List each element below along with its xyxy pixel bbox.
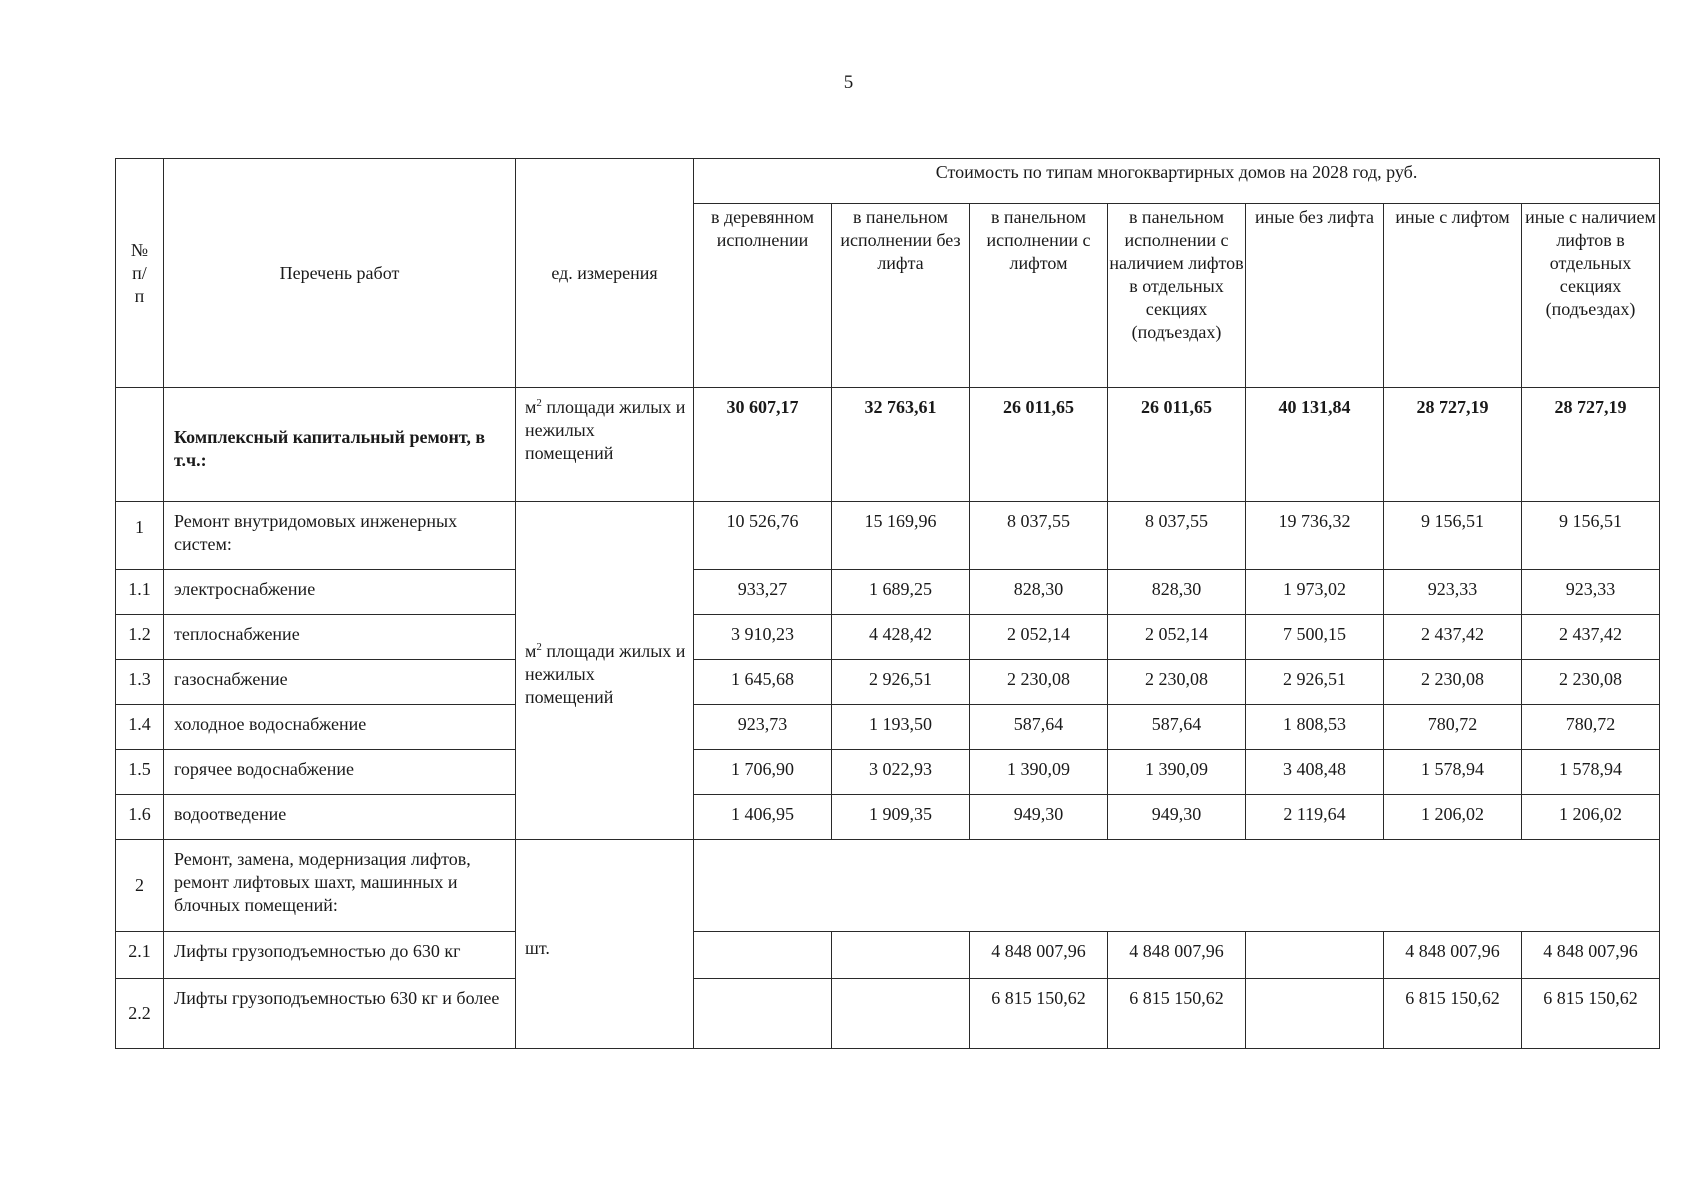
row-value xyxy=(1246,932,1384,979)
row-value: 1 206,02 xyxy=(1522,795,1660,840)
row-value: 2 119,64 xyxy=(1246,795,1384,840)
row-number: 2 xyxy=(116,840,164,932)
row-value: 3 408,48 xyxy=(1246,750,1384,795)
row-number: 1.6 xyxy=(116,795,164,840)
row-value: 1 406,95 xyxy=(694,795,832,840)
row-value: 1 808,53 xyxy=(1246,705,1384,750)
header-unit: ед. измерения xyxy=(516,159,694,388)
area-unit-cell: $м^2$ площади жилых и нежилых помещений xyxy=(516,502,694,840)
row-value xyxy=(1246,979,1384,1049)
row-value: 9 156,51 xyxy=(1384,502,1522,570)
table-row xyxy=(116,570,1660,615)
row-value: 828,30 xyxy=(970,570,1108,615)
total-value: 26 011,65 xyxy=(970,388,1108,502)
table-row xyxy=(116,795,1660,840)
row-value: 4 428,42 xyxy=(832,615,970,660)
row-value: 2 926,51 xyxy=(1246,660,1384,705)
page-number: 5 xyxy=(843,72,854,93)
header-no: № п/ п xyxy=(116,159,164,388)
row-name: холодное водоснабжение xyxy=(164,705,516,750)
total-value: 28 727,19 xyxy=(1384,388,1522,502)
table-row-total xyxy=(116,388,1660,502)
row-value: 923,33 xyxy=(1384,570,1522,615)
row-value: 2 052,14 xyxy=(1108,615,1246,660)
row-value: 3 910,23 xyxy=(694,615,832,660)
row-name: Ремонт, замена, модернизация лифтов, ремонт лифтовых шахт, машинных и блочных помещений: xyxy=(164,840,516,932)
row-name: Лифты грузоподъемностью до 630 кг xyxy=(164,932,516,979)
row-value: 2 437,42 xyxy=(1522,615,1660,660)
total-value: 28 727,19 xyxy=(1522,388,1660,502)
lifts-blank-cell xyxy=(694,840,1660,932)
row-number: 2.1 xyxy=(116,932,164,979)
row-value xyxy=(832,932,970,979)
header-type-panel-no-lift: в панельном исполнении без лифта xyxy=(832,204,970,388)
table-row xyxy=(116,615,1660,660)
table-row xyxy=(116,932,1660,979)
row-value: 4 848 007,96 xyxy=(1522,932,1660,979)
row-value: 2 230,08 xyxy=(1384,660,1522,705)
row-number: 1.2 xyxy=(116,615,164,660)
row-value xyxy=(694,932,832,979)
header-cost-group: Стоимость по типам многоквартирных домов на 2028 год, руб. xyxy=(694,159,1660,204)
row-value: 2 052,14 xyxy=(970,615,1108,660)
row-name: электроснабжение xyxy=(164,570,516,615)
row-value: 4 848 007,96 xyxy=(1384,932,1522,979)
header-type-panel-lift: в панельном исполнении с лифтом xyxy=(970,204,1108,388)
total-value: 32 763,61 xyxy=(832,388,970,502)
row-value: 828,30 xyxy=(1108,570,1246,615)
table-row xyxy=(116,979,1660,1049)
total-value: 26 011,65 xyxy=(1108,388,1246,502)
row-value: 9 156,51 xyxy=(1522,502,1660,570)
header-type-other-lift: иные с лифтом xyxy=(1384,204,1522,388)
row-number: 1 xyxy=(116,502,164,570)
row-value: 2 230,08 xyxy=(1522,660,1660,705)
row-value: 2 230,08 xyxy=(970,660,1108,705)
row-number: 1.1 xyxy=(116,570,164,615)
row-value: 587,64 xyxy=(1108,705,1246,750)
row-number: 1.4 xyxy=(116,705,164,750)
row-value xyxy=(694,979,832,1049)
table-row xyxy=(116,750,1660,795)
table-row xyxy=(116,840,1660,932)
row-value: 949,30 xyxy=(1108,795,1246,840)
header-works: Перечень работ xyxy=(164,159,516,388)
row-name: горячее водоснабжение xyxy=(164,750,516,795)
row-number: 2.2 xyxy=(116,979,164,1049)
row-value: 587,64 xyxy=(970,705,1108,750)
header-type-other-no-lift: иные без лифта xyxy=(1246,204,1384,388)
header-type-other-sections: иные с наличием лифтов в отдельных секциях (подъездах) xyxy=(1522,204,1660,388)
row-value: 1 909,35 xyxy=(832,795,970,840)
row-value: 1 689,25 xyxy=(832,570,970,615)
header-type-wood: в деревянном исполнении xyxy=(694,204,832,388)
row-name: Ремонт внутридомовых инженерных систем: xyxy=(164,502,516,570)
row-value: 1 973,02 xyxy=(1246,570,1384,615)
row-value: 1 206,02 xyxy=(1384,795,1522,840)
row-value: 1 390,09 xyxy=(970,750,1108,795)
row-number: 1.3 xyxy=(116,660,164,705)
row-name: водоотведение xyxy=(164,795,516,840)
row-value: 4 848 007,96 xyxy=(970,932,1108,979)
row-value: 923,33 xyxy=(1522,570,1660,615)
row-value: 10 526,76 xyxy=(694,502,832,570)
row-value: 780,72 xyxy=(1384,705,1522,750)
row-value: 6 815 150,62 xyxy=(1108,979,1246,1049)
row-value: 4 848 007,96 xyxy=(1108,932,1246,979)
row-value: 2 230,08 xyxy=(1108,660,1246,705)
row-value: 2 437,42 xyxy=(1384,615,1522,660)
row-name: Лифты грузоподъемностью 630 кг и более xyxy=(164,979,516,1049)
pieces-unit-cell: шт. xyxy=(516,840,694,1049)
row-value: 1 390,09 xyxy=(1108,750,1246,795)
row-value: 15 169,96 xyxy=(832,502,970,570)
row-name: теплоснабжение xyxy=(164,615,516,660)
row-value: 6 815 150,62 xyxy=(970,979,1108,1049)
row-value xyxy=(832,979,970,1049)
row-value: 949,30 xyxy=(970,795,1108,840)
row-value: 1 578,94 xyxy=(1384,750,1522,795)
row-value: 6 815 150,62 xyxy=(1522,979,1660,1049)
header-type-panel-sections: в панельном исполнении с наличием лифтов в отдельных секциях (подъездах) xyxy=(1108,204,1246,388)
row-value: 6 815 150,62 xyxy=(1384,979,1522,1049)
row-value: 7 500,15 xyxy=(1246,615,1384,660)
row-value: 933,27 xyxy=(694,570,832,615)
total-no-cell xyxy=(116,388,164,502)
table-row xyxy=(116,705,1660,750)
row-value: 1 706,90 xyxy=(694,750,832,795)
row-value: 8 037,55 xyxy=(970,502,1108,570)
row-value: 3 022,93 xyxy=(832,750,970,795)
table-row xyxy=(116,502,1660,570)
row-value: 923,73 xyxy=(694,705,832,750)
row-value: 1 578,94 xyxy=(1522,750,1660,795)
table-row xyxy=(116,660,1660,705)
row-value: 19 736,32 xyxy=(1246,502,1384,570)
cost-table xyxy=(115,158,1660,1049)
row-value: 780,72 xyxy=(1522,705,1660,750)
row-value: 8 037,55 xyxy=(1108,502,1246,570)
total-value: 40 131,84 xyxy=(1246,388,1384,502)
row-number: 1.5 xyxy=(116,750,164,795)
total-value: 30 607,17 xyxy=(694,388,832,502)
total-unit: $м^2$ площади жилых и нежилых помещений xyxy=(516,388,694,502)
row-value: 2 926,51 xyxy=(832,660,970,705)
row-value: 1 645,68 xyxy=(694,660,832,705)
row-value: 1 193,50 xyxy=(832,705,970,750)
row-name: газоснабжение xyxy=(164,660,516,705)
total-name: Комплексный капитальный ремонт, в т.ч.: xyxy=(164,388,516,502)
